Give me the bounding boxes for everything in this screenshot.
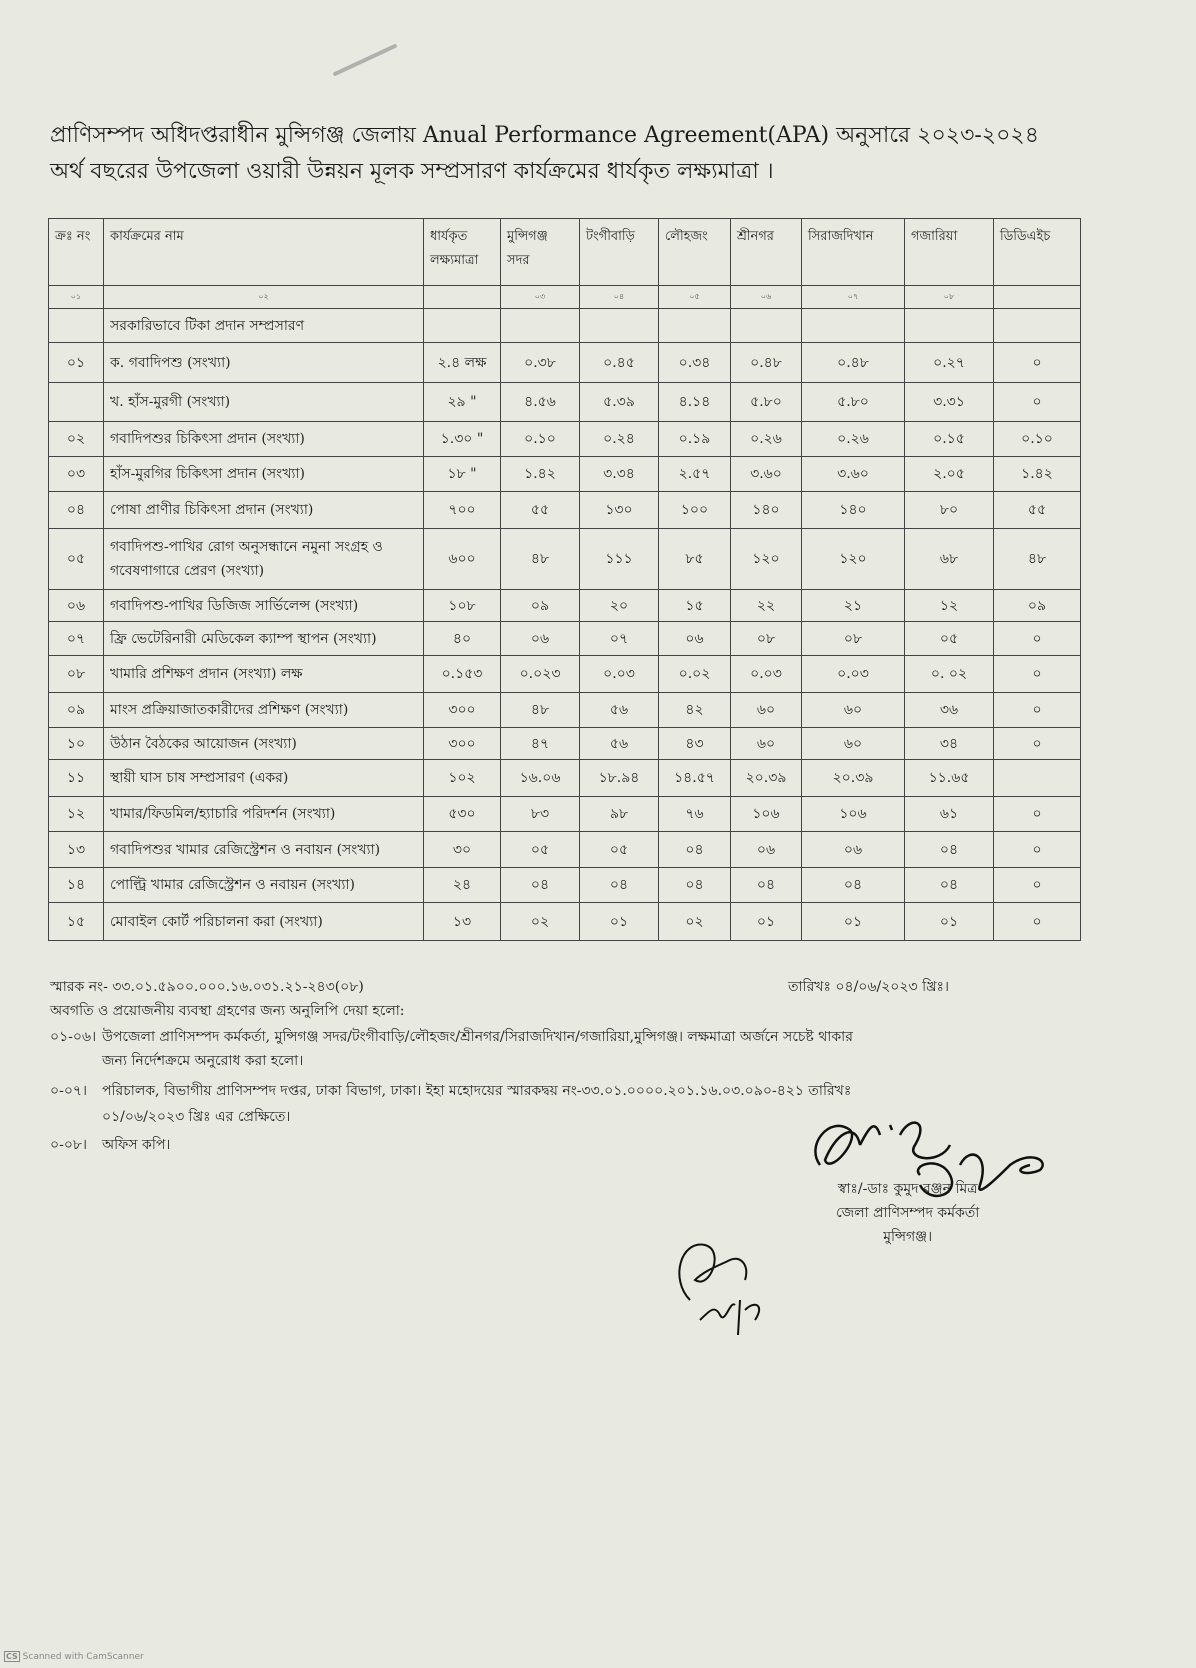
table-row	[49, 457, 1081, 492]
target-value: ০৪	[501, 868, 580, 903]
target-value: ৫৩০	[424, 797, 501, 832]
target-value: ১০৮	[424, 590, 501, 622]
target-value: ০৬	[731, 832, 802, 868]
target-value: ৮০	[905, 492, 994, 529]
target-value: ৮৩	[501, 797, 580, 832]
column-header: ডিডিএইচ	[994, 219, 1081, 286]
target-value: ২১	[802, 590, 905, 622]
target-value: ০৬	[802, 832, 905, 868]
target-value: ০৮	[802, 622, 905, 656]
copy-intro: অবগতি ও প্রয়োজনীয় ব্যবস্থা গ্রহণের জন্য অনুলিপি দেয়া হলো:	[50, 1003, 405, 1019]
activity-name: হাঁস-মুরগির চিকিৎসা প্রদান (সংখ্যা)	[104, 457, 424, 492]
signatory-designation: জেলা প্রাণিসম্পদ কর্মকর্তা	[836, 1205, 980, 1221]
target-value: ৮৫	[659, 529, 731, 590]
target-value: ৩০	[424, 832, 501, 868]
target-value: ৩০০	[424, 693, 501, 728]
target-value: ৪৭	[501, 728, 580, 760]
activity-name: পোল্ট্রি খামার রেজিস্ট্রেশন ও নবায়ন (সংখ্যা)	[104, 868, 424, 903]
target-value: ০.১৫	[905, 422, 994, 457]
activity-name: উঠান বৈঠকের আয়োজন (সংখ্যা)	[104, 728, 424, 760]
table-row	[49, 529, 1081, 590]
target-value: ৫.৩৯	[580, 383, 659, 422]
column-header: ধার্যকৃত লক্ষ্যমাত্রা	[424, 219, 501, 286]
column-number: ০৮	[905, 286, 994, 309]
target-value: ২৪	[424, 868, 501, 903]
table-row	[49, 622, 1081, 656]
column-number: ০৫	[659, 286, 731, 309]
serial-number	[49, 383, 104, 422]
target-value: ১০৬	[731, 797, 802, 832]
target-value: ১৮.৯৪	[580, 760, 659, 797]
target-value: ০১	[580, 903, 659, 941]
copy-2-line-2: ০১/০৬/২০২৩ খ্রিঃ এর প্রেক্ষিতে।	[102, 1109, 291, 1125]
serial-number: ০৯	[49, 693, 104, 728]
column-header: টংগীবাড়ি	[580, 219, 659, 286]
target-value: ০.৪৫	[580, 343, 659, 383]
target-value: ০	[994, 832, 1081, 868]
activity-name: মোবাইল কোর্ট পরিচালনা করা (সংখ্যা)	[104, 903, 424, 941]
column-number	[424, 286, 501, 309]
target-value: ১৬.০৬	[501, 760, 580, 797]
copy-2-line-1: পরিচালক, বিভাগীয় প্রাণিসম্পদ দপ্তর, ঢাকা বিভাগ, ঢাকা। ইহা মহোদয়ের স্মারকদ্বয় নং-৩৩.০১.০০০০.২০১.১৬.০৩.০৯০-৪২১ তারিখঃ	[102, 1083, 852, 1099]
target-value: ০.০২৩	[501, 656, 580, 693]
column-header: শ্রীনগর	[731, 219, 802, 286]
target-value: ০৯	[501, 590, 580, 622]
target-value: ৩৬	[905, 693, 994, 728]
target-value: ৬০	[731, 728, 802, 760]
table-row	[49, 760, 1081, 797]
target-value: ৩.৬০	[802, 457, 905, 492]
activity-name: খামার/ফিডমিল/হ্যাচারি পরিদর্শন (সংখ্যা)	[104, 797, 424, 832]
target-value: ৪.৫৬	[501, 383, 580, 422]
target-value: ৪৮	[501, 693, 580, 728]
table-row	[49, 728, 1081, 760]
target-value: ০.৪৮	[802, 343, 905, 383]
serial-number: ০৬	[49, 590, 104, 622]
target-value: ৬০	[802, 693, 905, 728]
target-value: ২০	[580, 590, 659, 622]
section-row	[49, 309, 1081, 343]
target-value: ০৮	[731, 622, 802, 656]
target-value: ০৬	[659, 622, 731, 656]
target-value: ০.১৫৩	[424, 656, 501, 693]
table-row	[49, 797, 1081, 832]
memo-number: স্মারক নং- ৩৩.০১.৫৯০০.০০০.১৬.০৩১.২১-২৪৩(০৮)	[50, 979, 364, 995]
table-row	[49, 422, 1081, 457]
target-value: ০৫	[580, 832, 659, 868]
serial-number: ০৭	[49, 622, 104, 656]
target-value: ০১	[905, 903, 994, 941]
activity-name: গবাদিপশু-পাখির ডিজিজ সার্ভিলেন্স (সংখ্যা)	[104, 590, 424, 622]
column-number	[994, 286, 1081, 309]
document-title: প্রাণিসম্পদ অধিদপ্তরাধীন মুন্সিগঞ্জ জেলায় Anual Performance Agreement(APA) অনুসারে ২০২৩-২০২৪ অর্থ বছরের উপজেলা ওয়ারী উন্নয়ন মূলক সম্প্রসারণ কার্যক্রমের ধার্যকৃত লক্ষ্যমাত্রা ।	[50, 123, 1039, 184]
target-value: ০.১৯	[659, 422, 731, 457]
copy-no-1: ০১-০৬।	[50, 1029, 97, 1045]
copy-no-2: ০-০৭।	[50, 1083, 88, 1099]
target-value: ১.৪২	[501, 457, 580, 492]
activity-name: খামারি প্রশিক্ষণ প্রদান (সংখ্যা) লক্ষ	[104, 656, 424, 693]
target-value: ১৩	[424, 903, 501, 941]
column-header: লৌহজং	[659, 219, 731, 286]
target-value: ৬০	[731, 693, 802, 728]
activity-name: ক. গবাদিপশু (সংখ্যা)	[104, 343, 424, 383]
serial-number: ০৪	[49, 492, 104, 529]
serial-number: ১০	[49, 728, 104, 760]
target-value: ২০.৩৯	[731, 760, 802, 797]
target-value: ২৯ "	[424, 383, 501, 422]
serial-number: ০৩	[49, 457, 104, 492]
apa-target-table	[48, 218, 1081, 941]
column-header: সিরাজদিখান	[802, 219, 905, 286]
activity-name: গবাদিপশু-পাখির রোগ অনুসন্ধানে নমুনা সংগ্রহ ও গবেষণাগারে প্রেরণ (সংখ্যা)	[104, 529, 424, 590]
target-value: ০	[994, 903, 1081, 941]
target-value: ০	[994, 383, 1081, 422]
activity-name: ফ্রি ভেটেরিনারী মেডিকেল ক্যাম্প স্থাপন (সংখ্যা)	[104, 622, 424, 656]
column-number: ০৬	[731, 286, 802, 309]
target-value: ০৪	[659, 832, 731, 868]
target-value: ৩.৬০	[731, 457, 802, 492]
target-value: ১৪.৫৭	[659, 760, 731, 797]
target-value: ০.৩৪	[659, 343, 731, 383]
target-value: ১০৬	[802, 797, 905, 832]
target-value: ৭০০	[424, 492, 501, 529]
target-value: ১.৩০ "	[424, 422, 501, 457]
target-value: ১২	[905, 590, 994, 622]
table-row	[49, 868, 1081, 903]
serial-number: ১২	[49, 797, 104, 832]
table-row	[49, 693, 1081, 728]
target-value: ৫৫	[994, 492, 1081, 529]
activity-name: মাংস প্রক্রিয়াজাতকারীদের প্রশিক্ষণ (সংখ্যা)	[104, 693, 424, 728]
table-row	[49, 383, 1081, 422]
serial-number: ১৪	[49, 868, 104, 903]
serial-number: ০২	[49, 422, 104, 457]
target-value: ৩.৩১	[905, 383, 994, 422]
target-value: ৩৪	[905, 728, 994, 760]
target-value: ১.৪২	[994, 457, 1081, 492]
activity-name: স্থায়ী ঘাস চাষ সম্প্রসারণ (একর)	[104, 760, 424, 797]
target-value: ৬১	[905, 797, 994, 832]
target-value: ২০.৩৯	[802, 760, 905, 797]
target-value: ২.৪ লক্ষ	[424, 343, 501, 383]
target-value: ১৫	[659, 590, 731, 622]
target-value: ০	[994, 797, 1081, 832]
target-value: ৪২	[659, 693, 731, 728]
target-value: ০.০২	[659, 656, 731, 693]
target-value: ০৪	[659, 868, 731, 903]
target-value: ৪৮	[501, 529, 580, 590]
column-number: ০২	[104, 286, 424, 309]
target-value: ৩.৩৪	[580, 457, 659, 492]
target-value: ৪৮	[994, 529, 1081, 590]
target-value: ৯৮	[580, 797, 659, 832]
target-value: ১৩০	[580, 492, 659, 529]
target-value: ৬০	[802, 728, 905, 760]
target-value: ১৮ "	[424, 457, 501, 492]
target-value: ০৬	[501, 622, 580, 656]
copy-1-line-2: জন্য নির্দেশক্রমে অনুরোধ করা হলো।	[102, 1053, 304, 1069]
table-row	[49, 832, 1081, 868]
target-value: ৫৬	[580, 693, 659, 728]
pencil-mark	[332, 43, 397, 76]
activity-name: পোষা প্রাণীর চিকিৎসা প্রদান (সংখ্যা)	[104, 492, 424, 529]
activity-name: গবাদিপশুর চিকিৎসা প্রদান (সংখ্যা)	[104, 422, 424, 457]
target-value: ১০২	[424, 760, 501, 797]
camscanner-watermark: CS Scanned with CamScanner	[6, 1652, 144, 1662]
activity-name: গবাদিপশুর খামার রেজিস্ট্রেশন ও নবায়ন (সংখ্যা)	[104, 832, 424, 868]
target-value: ০৫	[501, 832, 580, 868]
target-value: ০	[994, 656, 1081, 693]
target-value: ২.০৫	[905, 457, 994, 492]
target-value: ০	[994, 728, 1081, 760]
table-row	[49, 343, 1081, 383]
column-header: ক্রঃ নং	[49, 219, 104, 286]
target-value: ০.২৪	[580, 422, 659, 457]
serial-number: ১৫	[49, 903, 104, 941]
target-value: ১০০	[659, 492, 731, 529]
column-number-row	[49, 286, 1081, 309]
target-value: ১৪০	[731, 492, 802, 529]
target-value: ০৪	[905, 868, 994, 903]
activity-name: খ. হাঁস-মুরগী (সংখ্যা)	[104, 383, 424, 422]
table-row	[49, 656, 1081, 693]
target-value: ০.২৬	[802, 422, 905, 457]
target-value: ৫.৮০	[802, 383, 905, 422]
table-header-row	[49, 219, 1081, 286]
target-value: ০২	[659, 903, 731, 941]
target-value: ১৪০	[802, 492, 905, 529]
target-value: ৪.১৪	[659, 383, 731, 422]
memo-date: তারিখঃ ০৪/০৬/২০২৩ খ্রিঃ।	[788, 979, 949, 995]
table-row	[49, 492, 1081, 529]
target-value: ০৪	[905, 832, 994, 868]
target-value: ০.৩৮	[501, 343, 580, 383]
column-number: ০৭	[802, 286, 905, 309]
target-value: ০.০৩	[580, 656, 659, 693]
serial-number: ০৮	[49, 656, 104, 693]
target-value: ৫.৮০	[731, 383, 802, 422]
serial-number: ০৫	[49, 529, 104, 590]
column-number: ০৪	[580, 286, 659, 309]
target-value: ২২	[731, 590, 802, 622]
target-value: ১১.৬৫	[905, 760, 994, 797]
target-value: ৬০০	[424, 529, 501, 590]
column-header: গজারিয়া	[905, 219, 994, 286]
target-value: ৭৬	[659, 797, 731, 832]
target-value: ৬৮	[905, 529, 994, 590]
target-value: ৫৬	[580, 728, 659, 760]
initial-signature	[660, 1220, 770, 1340]
target-value: ২.৫৭	[659, 457, 731, 492]
target-value: ০৫	[905, 622, 994, 656]
serial-number: ১৩	[49, 832, 104, 868]
copy-3-line-1: অফিস কপি।	[102, 1137, 171, 1153]
signatory-name: স্বাঃ/-ডাঃ কুমুদ রঞ্জন মিত্র	[837, 1181, 978, 1197]
target-value: ০	[994, 693, 1081, 728]
signatory-place: মুন্সিগঞ্জ।	[883, 1229, 933, 1245]
target-value: ০৭	[580, 622, 659, 656]
target-value: ৪৩	[659, 728, 731, 760]
copy-1-line-1: উপজেলা প্রাণিসম্পদ কর্মকর্তা, মুন্সিগঞ্জ সদর/টংগীবাড়ি/লৌহজং/শ্রীনগর/সিরাজদিখান/গজারিয়া,মুন্সিগঞ্জ। লক্ষমাত্রা অর্জনে সচেষ্ট থাকার	[102, 1029, 853, 1045]
target-value: ০২	[501, 903, 580, 941]
copy-no-3: ০-০৮।	[50, 1137, 88, 1153]
target-value: ০.১০	[501, 422, 580, 457]
target-value: ১১১	[580, 529, 659, 590]
target-value: ৩০০	[424, 728, 501, 760]
target-value: ০১	[802, 903, 905, 941]
target-value: ০৯	[994, 590, 1081, 622]
section-title: সরকারিভাবে টিকা প্রদান সম্প্রসারণ	[104, 309, 424, 343]
target-value: ০.০৩	[802, 656, 905, 693]
table-row	[49, 903, 1081, 941]
target-value: ১২০	[731, 529, 802, 590]
column-header: মুন্সিগঞ্জ সদর	[501, 219, 580, 286]
target-value	[994, 760, 1081, 797]
column-number: ০৩	[501, 286, 580, 309]
target-value: ০.০৩	[731, 656, 802, 693]
target-value: ০৪	[802, 868, 905, 903]
target-value: ০.১০	[994, 422, 1081, 457]
target-value: ০১	[731, 903, 802, 941]
target-value: ০	[994, 868, 1081, 903]
target-value: ৪০	[424, 622, 501, 656]
target-value: ০৪	[731, 868, 802, 903]
column-number: ০১	[49, 286, 104, 309]
target-value: ০৪	[580, 868, 659, 903]
signatory-block	[836, 1177, 979, 1249]
table-row	[49, 590, 1081, 622]
column-header: কার্যক্রমের নাম	[104, 219, 424, 286]
target-value: ১২০	[802, 529, 905, 590]
target-value: ০.৪৮	[731, 343, 802, 383]
target-value: ০	[994, 343, 1081, 383]
target-value: ০. ০২	[905, 656, 994, 693]
target-value: ০.২৬	[731, 422, 802, 457]
target-value: ০.২৭	[905, 343, 994, 383]
target-value: ৫৫	[501, 492, 580, 529]
target-value: ০	[994, 622, 1081, 656]
serial-number: ০১	[49, 343, 104, 383]
serial-number: ১১	[49, 760, 104, 797]
